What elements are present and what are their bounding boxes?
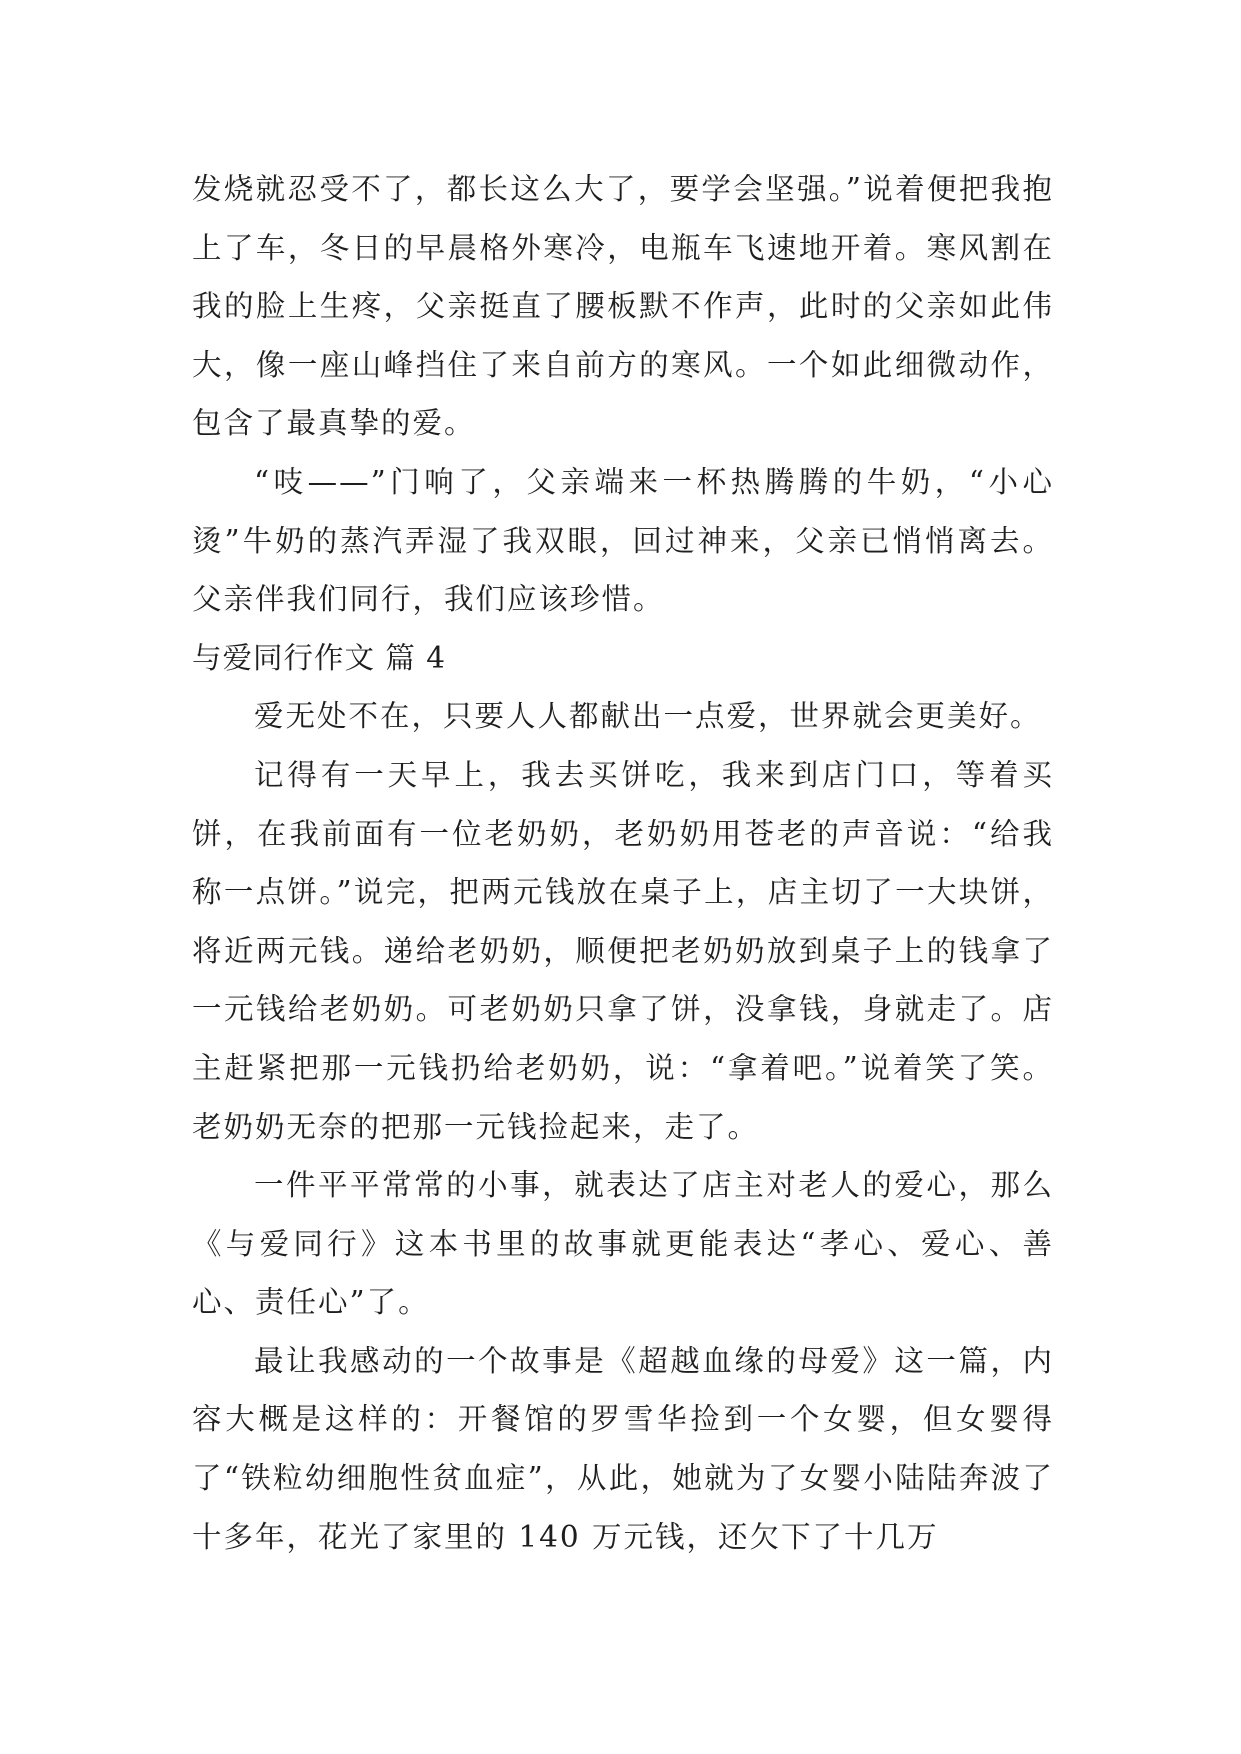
paragraph-1: 发烧就忍受不了，都长这么大了，要学会坚强。”说着便把我抱上了车，冬日的早晨格外寒冷，电瓶车飞速地开着。寒风割在我的脸上生疼，父亲挺直了腰板默不作声，此时的父亲如此伟大，像一座山峰挡住了来自前方的寒风。一个如此细微动作，包含了最真挚的爱。: [192, 172, 1054, 441]
paragraph-5: 一件平平常常的小事，就表达了店主对老人的爱心，那么《与爱同行》这本书里的故事就更能表达“孝心、爱心、善心、责任心”了。: [192, 1168, 1054, 1320]
paragraph-4: 记得有一天早上，我去买饼吃，我来到店门口，等着买饼，在我前面有一位老奶奶，老奶奶用苍老的声音说：“给我称一点饼。”说完，把两元钱放在桌子上，店主切了一大块饼，将近两元钱。递给老奶奶，顺便把老奶奶放到桌子上的钱拿了一元钱给老奶奶。可老奶奶只拿了饼，没拿钱，身就走了。店主赶紧把那一元钱扔给老奶奶，说：“拿着吧。”说着笑了笑。老奶奶无奈的把那一元钱捡起来，走了。: [192, 757, 1054, 1144]
paragraph-6: 最让我感动的一个故事是《超越血缘的母爱》这一篇，内容大概是这样的：开餐馆的罗雪华捡到一个女婴，但女婴得了“铁粒幼细胞性贫血症”，从此，她就为了女婴小陆陆奔波了十多年，花光了家里的 140 万元钱，还欠下了十几万: [192, 1343, 1054, 1554]
paragraph-3: 爱无处不在，只要人人都献出一点爱，世界就会更美好。: [254, 699, 1042, 734]
paragraph-2: “吱——”门响了，父亲端来一杯热腾腾的牛奶，“小心烫”牛奶的蒸汽弄湿了我双眼，回过神来，父亲已悄悄离去。父亲伴我们同行，我们应该珍惜。: [192, 464, 1054, 617]
section-heading: 与爱同行作文 篇 4: [192, 640, 447, 675]
document-body: [192, 160, 1054, 1566]
